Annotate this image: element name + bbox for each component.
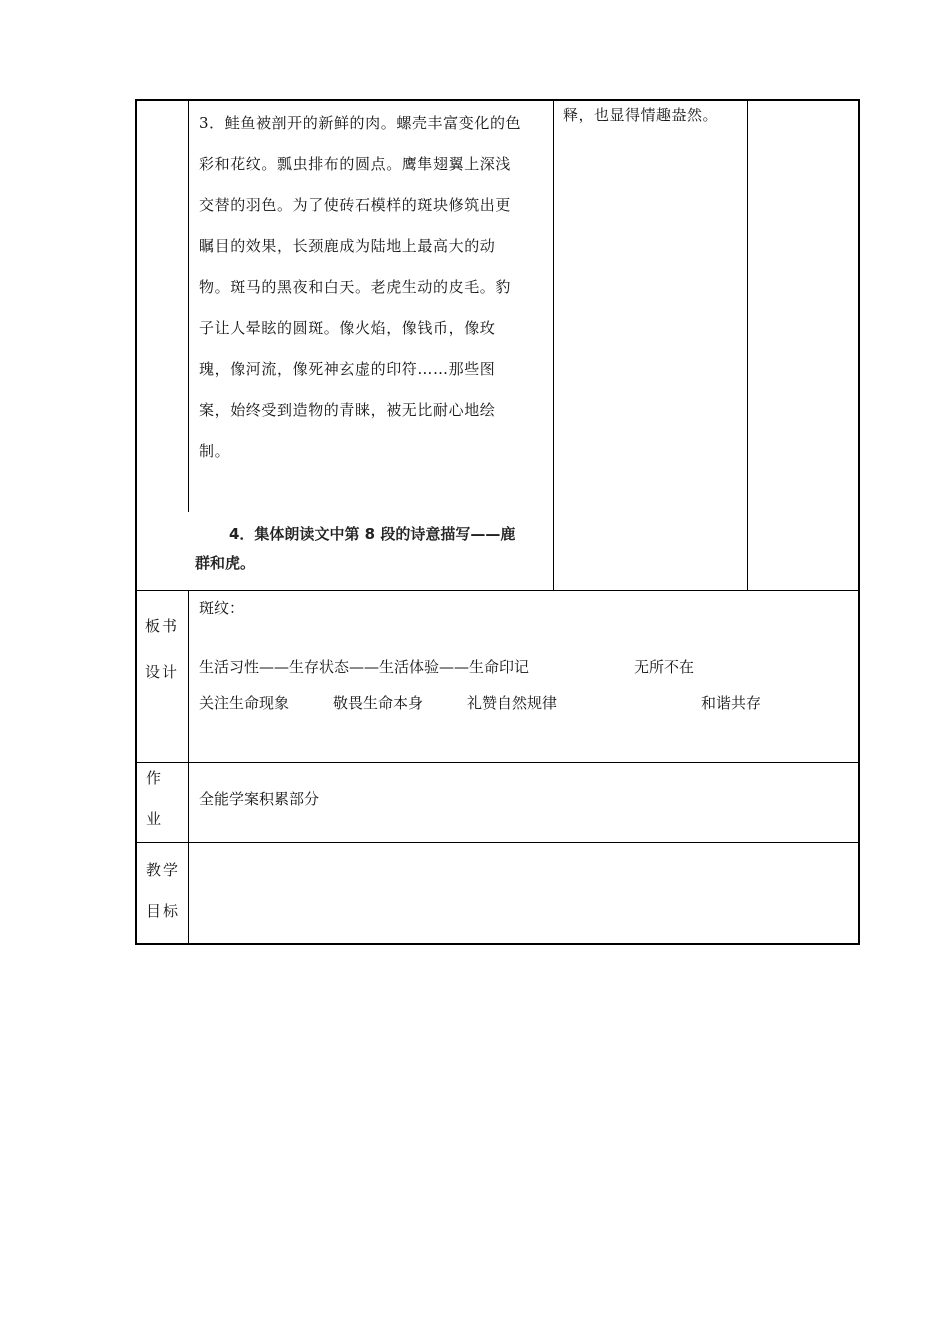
teaching-paragraph [199,103,547,472]
row-divider [135,762,860,763]
row-divider [135,842,860,843]
paragraph-line: 彩和花纹。瓢虫排布的圆点。鹰隼翅翼上深浅 [199,155,512,173]
paragraph-line: 瑰，像河流，像死神玄虚的印符……那些图 [199,360,496,378]
board-theme: 敬畏生命本身 [333,694,424,712]
reading-task-line: 群和虎。 [195,554,256,572]
board-design-label: 设计 [145,663,180,681]
reading-task-image-text [195,520,515,578]
paragraph-line: 物。斑马的黑夜和白天。老虎生动的皮毛。豹 [199,278,512,296]
paragraph-line: 瞩目的效果，长颈鹿成为陆地上最高大的动 [199,237,496,255]
paragraph-line: 3．鲑鱼被剖开的新鲜的肉。螺壳丰富变化的色 [199,114,522,132]
board-heading: 斑纹： [199,599,245,617]
column-divider [747,99,748,590]
teaching-goals-label: 教学 [146,861,181,879]
row-divider [135,590,860,591]
column-divider [553,99,554,590]
column-divider [188,99,189,512]
column-divider [188,590,189,945]
paragraph-line: 子让人晕眩的圆斑。像火焰，像钱币，像玫 [199,319,496,337]
board-theme: 和谐共存 [701,694,762,712]
paragraph-line: 制。 [199,442,231,460]
teaching-goals-label: 目标 [146,902,181,920]
homework-label: 作 [146,769,164,787]
board-design-label: 板书 [145,617,180,635]
board-line-main: 生活习性——生存状态——生活体验——生命印记 [199,658,530,676]
design-intent-note: 释，也显得情趣盎然。 [563,106,719,124]
reading-task-line: 4．集体朗读文中第 8 段的诗意描写——鹿 [229,525,516,543]
homework-content: 全能学案积累部分 [199,790,320,808]
paragraph-line: 案，始终受到造物的青睐，被无比耐心地绘 [199,401,496,419]
board-theme: 关注生命现象 [199,694,290,712]
board-theme: 礼赞自然规律 [467,694,558,712]
homework-label: 业 [146,810,164,828]
paragraph-line: 交替的羽色。为了使砖石模样的斑块修筑出更 [199,196,512,214]
board-line-right: 无所不在 [634,658,695,676]
